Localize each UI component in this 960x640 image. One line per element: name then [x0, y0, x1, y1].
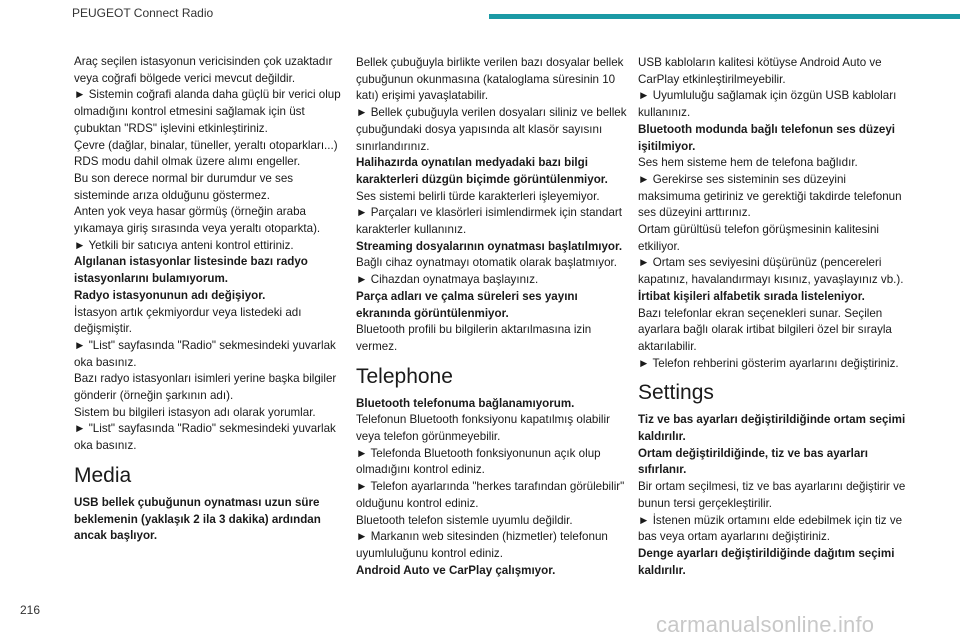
paragraph: ► Cihazdan oynatmaya başlayınız. — [356, 273, 539, 287]
paragraph: ► "List" sayfasında "Radio" sekmesindeki yuvarlak oka basınız. — [74, 338, 336, 369]
paragraph: ► Telefon rehberini gösterim ayarlarını değiştiriniz. — [638, 356, 899, 370]
paragraph: Ses sistemi belirli türde karakterleri işleyemiyor. — [356, 189, 600, 203]
text-column-3 — [638, 55, 910, 579]
paragraph: Ortam gürültüsü telefon görüşmesinin kalitesini etkiliyor. — [638, 223, 880, 253]
bold-paragraph: Bluetooth modunda bağlı telefonun ses düzeyi işitilmiyor. — [638, 122, 896, 153]
paragraph: ► Telefon ayarlarında "herkes tarafından görülebilir" olduğunu kontrol ediniz. — [356, 480, 625, 510]
paragraph: Araç seçilen istasyonun vericisinden çok uzaktadır veya coğrafi bölgede verici mevcut değildir. — [74, 55, 333, 85]
section-heading: Media — [74, 463, 132, 487]
running-header-title: PEUGEOT Connect Radio — [72, 6, 214, 20]
paragraph: ► Markanın web sitesinden (hizmetler) telefonun uyumluluğunu kontrol ediniz. — [356, 530, 608, 560]
bold-paragraph: Algılanan istasyonlar listesinde bazı radyo istasyonlarını bulamıyorum. — [74, 255, 308, 286]
bold-paragraph: Parça adları ve çalma süreleri ses yayını ekranında görüntülenmiyor. — [356, 289, 578, 320]
paragraph: Bazı radyo istasyonları isimleri yerine başka bilgiler gönderir (örneğin şarkının adı). — [74, 372, 337, 403]
bold-paragraph: İrtibat kişileri alfabetik sırada listeleniyor. — [638, 289, 865, 303]
paragraph: ► Ortam ses seviyesini düşürünüz (pencereleri kapatınız, havalandırmayı kısınız, yavaşlayınız vb.). — [638, 256, 904, 287]
paragraph: Çevre (dağlar, binalar, tüneller, yeraltı otoparkları...) RDS modu dahil olmak üzere alımı engeller. — [74, 138, 338, 169]
paragraph: ► Uyumluluğu sağlamak için özgün USB kabloları kullanınız. — [638, 89, 897, 120]
paragraph: Bazı telefonlar ekran seçenekleri sunar. Seçilen ayarlara bağlı olarak irtibat bilgileri özel bir sırayla aktarılabilir. — [638, 306, 892, 353]
section-heading: Telephone — [356, 364, 453, 388]
watermark: carmanualsonline.info — [656, 612, 875, 637]
paragraph: ► "List" sayfasında "Radio" sekmesindeki yuvarlak oka basınız. — [74, 422, 336, 453]
paragraph: Bluetooth telefon sistemle uyumlu değildir. — [356, 513, 573, 527]
paragraph: Bir ortam seçilmesi, tiz ve bas ayarlarını değiştirir ve bunun tersi gerçekleştirilir. — [638, 480, 906, 510]
paragraph: Bluetooth profili bu bilgilerin aktarılmasına izin vermez. — [356, 323, 592, 353]
paragraph: ► Yetkili bir satıcıya anteni kontrol ettiriniz. — [74, 238, 294, 252]
text-column-1 — [74, 54, 346, 545]
paragraph: ► Telefonda Bluetooth fonksiyonunun açık olup olmadığını kontrol ediniz. — [356, 446, 601, 477]
bold-paragraph: Radyo istasyonunun adı değişiyor. — [74, 288, 266, 302]
bold-paragraph: Ortam değiştirildiğinde, tiz ve bas ayarları sıfırlanır. — [638, 446, 869, 477]
section-heading: Settings — [638, 381, 714, 405]
bold-paragraph: Streaming dosyalarının oynatması başlatılmıyor. — [356, 239, 623, 253]
paragraph: Bu son derece normal bir durumdur ve ses sisteminde arıza olduğunu göstermez. — [74, 171, 294, 202]
bold-paragraph: Tiz ve bas ayarları değiştirildiğinde ortam seçimi kaldırılır. — [638, 413, 906, 444]
paragraph: USB kabloların kalitesi kötüyse Android Auto ve CarPlay etkinleştirilmeyebilir. — [638, 56, 882, 86]
page-number: 216 — [20, 603, 41, 617]
paragraph: Anten yok veya hasar görmüş (örneğin araba yıkamaya giriş sırasında veya yeraltı otoparkta). — [74, 205, 321, 236]
text-column-2 — [356, 55, 628, 579]
paragraph: ► Gerekirse ses sisteminin ses düzeyini maksimuma getiriniz ve gerektiği takdirde telefonun ses düzeyini arttırınız. — [638, 172, 902, 220]
paragraph: ► Bellek çubuğuyla verilen dosyaları siliniz ve bellek çubuğundaki dosya yapısında alt klasör sayısını sınırlandırınız. — [356, 106, 627, 153]
bold-paragraph: Halihazırda oynatılan medyadaki bazı bilgi karakterleri düzgün biçimde görüntülenmiyor. — [356, 156, 608, 186]
paragraph: Bellek çubuğuyla birlikte verilen bazı dosyalar bellek çubuğunun okunmasına (kataloglama süresinin 10 katı) erişimi yavaşlatabilir. — [356, 56, 624, 103]
paragraph: ► Parçaları ve klasörleri isimlendirmek için standart karakterler kullanınız. — [356, 206, 622, 237]
paragraph: Telefonun Bluetooth fonksiyonu kapatılmış olabilir veya telefon görünmeyebilir. — [356, 413, 610, 444]
bold-paragraph: Denge ayarları değiştirildiğinde dağıtım seçimi kaldırılır. — [638, 546, 895, 577]
paragraph: Bağlı cihaz oynatmayı otomatik olarak başlatmıyor. — [356, 256, 617, 270]
paragraph: ► İstenen müzik ortamını elde edebilmek için tiz ve bas veya ortam ayarlarını değiştiriniz. — [638, 513, 903, 544]
bold-paragraph: Bluetooth telefonuma bağlanamıyorum. — [356, 396, 575, 410]
bold-paragraph: USB bellek çubuğunun oynatması uzun süre beklemenin (yaklaşık 2 ila 3 dakika) ardından ancak başlıyor. — [74, 495, 321, 543]
paragraph: Ses hem sisteme hem de telefona bağlıdır. — [638, 156, 858, 170]
header-accent-bar — [489, 14, 960, 19]
paragraph: İstasyon artık çekmiyordur veya listedeki adı değişmiştir. — [74, 305, 302, 336]
paragraph: Sistem bu bilgileri istasyon adı olarak yorumlar. — [74, 405, 316, 419]
paragraph: ► Sistemin coğrafi alanda daha güçlü bir verici olup olmadığını kontrol etmesini sağlamak için üst çubuktan "RDS" işlevini etkinleştiriniz. — [74, 88, 341, 135]
bold-paragraph: Android Auto ve CarPlay çalışmıyor. — [356, 563, 556, 577]
